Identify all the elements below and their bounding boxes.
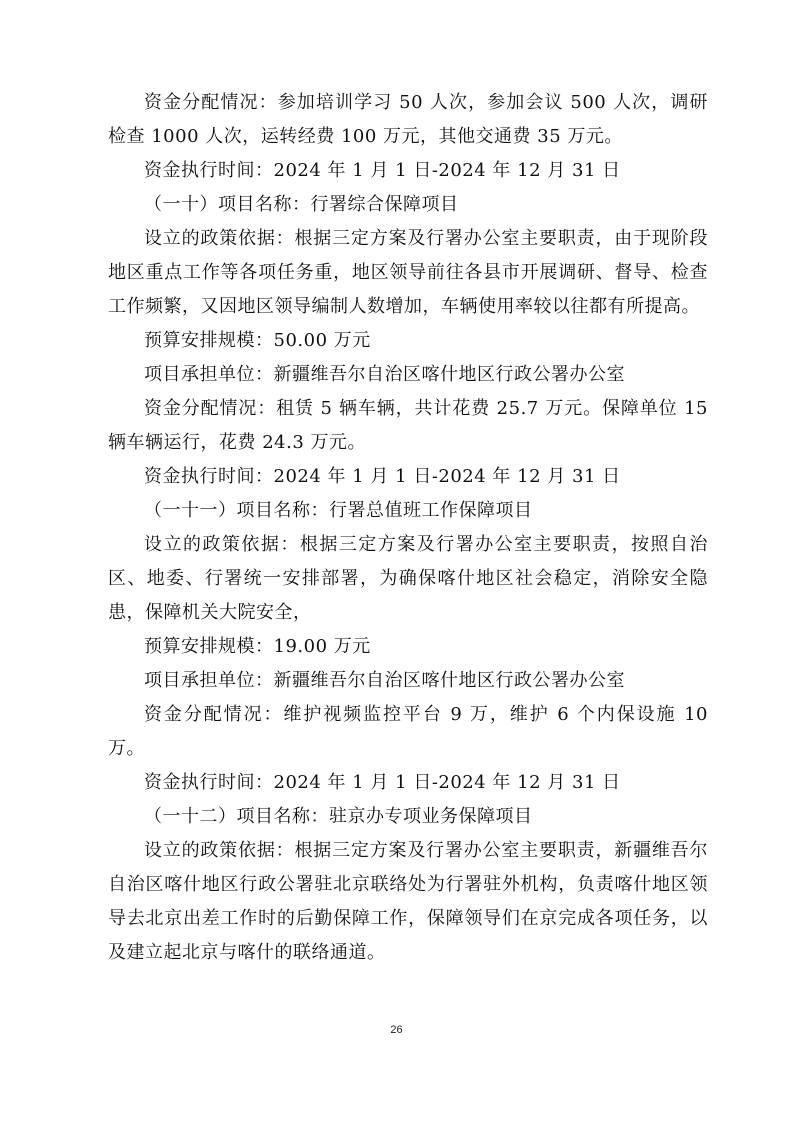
body-text: [108, 86, 708, 970]
paragraph-undertaking-unit-11: 项目承担单位：新疆维吾尔自治区喀什地区行政公署办公室: [144, 670, 625, 691]
paragraph-budget-scale-11: 预算安排规模：19.00 万元: [144, 636, 371, 657]
section-heading-12: （一十二）项目名称：驻京办专项业务保障项目: [144, 806, 533, 827]
paragraph-fund-allocation-11: 资金分配情况：维护视频监控平台 9 万，维护 6 个内保设施 10 万。: [108, 704, 708, 759]
section-heading-10: （一十）项目名称：行署综合保障项目: [144, 194, 459, 215]
paragraph-execution-time-11: 资金执行时间：2024 年 1 月 1 日-2024 年 12 月 31 日: [144, 772, 621, 793]
paragraph-execution-time-1: 资金执行时间：2024 年 1 月 1 日-2024 年 12 月 31 日: [144, 160, 621, 181]
section-heading-11: （一十一）项目名称：行署总值班工作保障项目: [144, 500, 533, 521]
paragraph-undertaking-unit-10: 项目承担单位：新疆维吾尔自治区喀什地区行政公署办公室: [144, 364, 625, 385]
paragraph-policy-basis-11: 设立的政策依据：根据三定方案及行署办公室主要职责，按照自治区、地委、行署统一安排部署，为确保喀什地区社会稳定，消除安全隐患，保障机关大院安全，: [108, 534, 708, 623]
paragraph-fund-allocation-10: 资金分配情况：租赁 5 辆车辆，共计花费 25.7 万元。保障单位 15 辆车辆运行，花费 24.3 万元。: [108, 398, 708, 453]
paragraph-budget-scale-10: 预算安排规模：50.00 万元: [144, 330, 371, 351]
page-number: 26: [390, 1024, 403, 1036]
paragraph-policy-basis-10: 设立的政策依据：根据三定方案及行署办公室主要职责，由于现阶段地区重点工作等各项任务重，地区领导前往各县市开展调研、督导、检查工作频繁，又因地区领导编制人数增加，车辆使用率较以往都有所提高。: [108, 228, 708, 317]
paragraph-policy-basis-12: 设立的政策依据：根据三定方案及行署办公室主要职责，新疆维吾尔自治区喀什地区行政公署驻北京联络处为行署驻外机构，负责喀什地区领导去北京出差工作时的后勤保障工作，保障领导们在京完成各项任务，以及建立起北京与喀什的联络通道。: [108, 840, 708, 963]
paragraph-fund-allocation-1: 资金分配情况：参加培训学习 50 人次，参加会议 500 人次，调研检查 1000 人次，运转经费 100 万元，其他交通费 35 万元。: [108, 92, 708, 147]
paragraph-execution-time-10: 资金执行时间：2024 年 1 月 1 日-2024 年 12 月 31 日: [144, 466, 621, 487]
